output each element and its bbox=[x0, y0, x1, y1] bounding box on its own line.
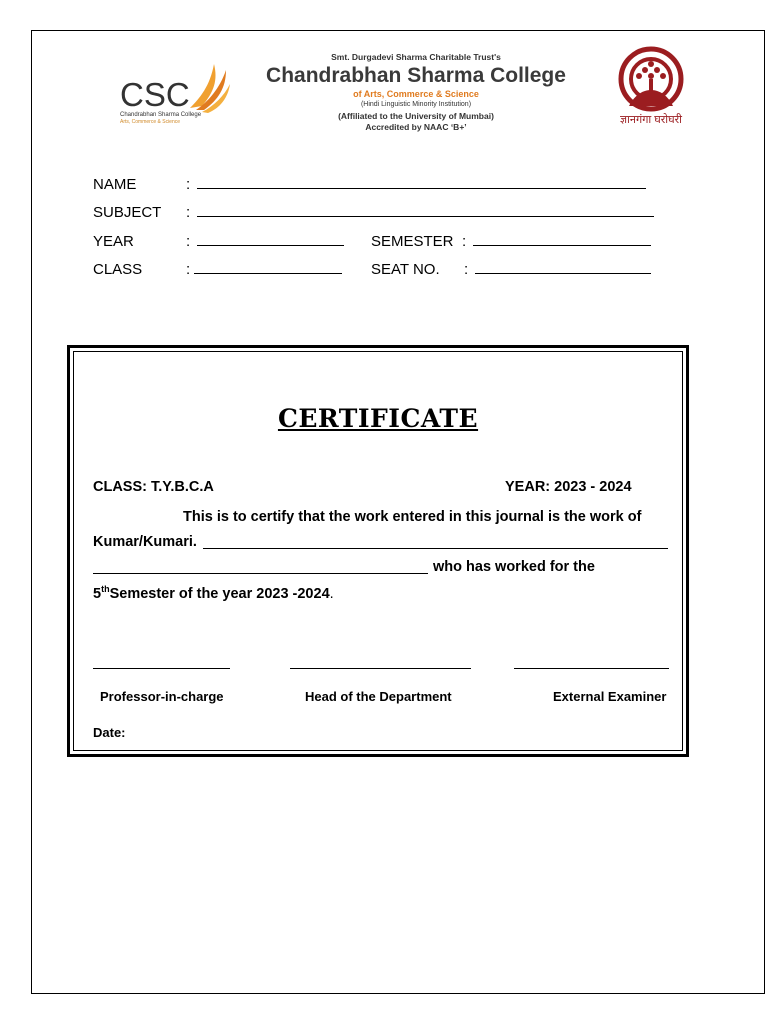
logo-text: CSC bbox=[120, 76, 190, 113]
certify-line-1: This is to certify that the work entered in this journal is the work of bbox=[183, 509, 642, 525]
student-name-line[interactable] bbox=[203, 548, 668, 549]
college-streams: of Arts, Commerce & Science bbox=[353, 89, 479, 99]
minority-status: (Hindi Linguistic Minority Institution) bbox=[360, 101, 472, 108]
semester-period: . bbox=[329, 585, 334, 602]
certify-line-3: who has worked for the bbox=[433, 559, 595, 575]
certify-line-2 bbox=[93, 534, 197, 550]
emblem-icon bbox=[612, 46, 690, 112]
name-colon: : bbox=[186, 176, 191, 193]
semester-suffix: th bbox=[101, 584, 110, 594]
semester-colon: : bbox=[462, 233, 467, 250]
emblem-caption: ज्ञानगंगा घरोघरी bbox=[620, 114, 682, 126]
year-info: YEAR: 2023 - 2024 bbox=[505, 479, 632, 495]
hod-signature-line[interactable] bbox=[290, 668, 471, 669]
class-colon: : bbox=[186, 261, 191, 278]
kumar-kumari-label: Kumar/Kumari. bbox=[93, 534, 197, 550]
university-emblem bbox=[612, 46, 690, 132]
examiner-signature-line[interactable] bbox=[514, 668, 669, 669]
seat-label: SEAT NO. bbox=[371, 261, 440, 278]
year-field[interactable] bbox=[186, 233, 344, 250]
examiner-label: External Examiner bbox=[553, 689, 667, 704]
logo-subtitle-streams: Arts, Commerce & Science bbox=[120, 119, 181, 125]
hod-label: Head of the Department bbox=[305, 689, 452, 704]
trust-name: Smt. Durgadevi Sharma Charitable Trust's bbox=[331, 52, 501, 62]
seat-field[interactable] bbox=[464, 261, 652, 278]
college-name: Chandrabhan Sharma College bbox=[266, 64, 566, 87]
csc-logo bbox=[92, 56, 240, 136]
semester-text: Semester of the year 2023 -2024 bbox=[109, 585, 330, 602]
certify-line-4 bbox=[93, 584, 334, 602]
professor-label: Professor-in-charge bbox=[100, 689, 224, 704]
year-label: YEAR bbox=[93, 233, 134, 250]
class-info: CLASS: T.Y.B.C.A bbox=[93, 479, 214, 495]
class-field[interactable] bbox=[186, 261, 342, 278]
year-colon: : bbox=[186, 233, 191, 250]
seat-colon: : bbox=[464, 261, 469, 278]
professor-signature-line[interactable] bbox=[93, 668, 230, 669]
semester-number: 5 bbox=[93, 585, 102, 602]
name-label: NAME bbox=[93, 176, 137, 193]
subject-field[interactable] bbox=[186, 204, 654, 221]
subject-label: SUBJECT bbox=[93, 204, 162, 221]
subject-colon: : bbox=[186, 204, 191, 221]
accreditation: Accredited by NAAC ‘B+’ bbox=[365, 122, 467, 132]
semester-label: SEMESTER bbox=[371, 233, 454, 250]
logo-subtitle: Chandrabhan Sharma College bbox=[120, 112, 202, 118]
class-label: CLASS bbox=[93, 261, 143, 278]
student-name-line-2[interactable] bbox=[93, 573, 428, 574]
name-field[interactable] bbox=[186, 176, 646, 193]
semester-field[interactable] bbox=[462, 233, 652, 250]
certificate-title: CERTIFICATE bbox=[277, 404, 479, 433]
date-label: Date: bbox=[93, 725, 126, 740]
affiliation: (Affiliated to the University of Mumbai) bbox=[338, 111, 494, 121]
